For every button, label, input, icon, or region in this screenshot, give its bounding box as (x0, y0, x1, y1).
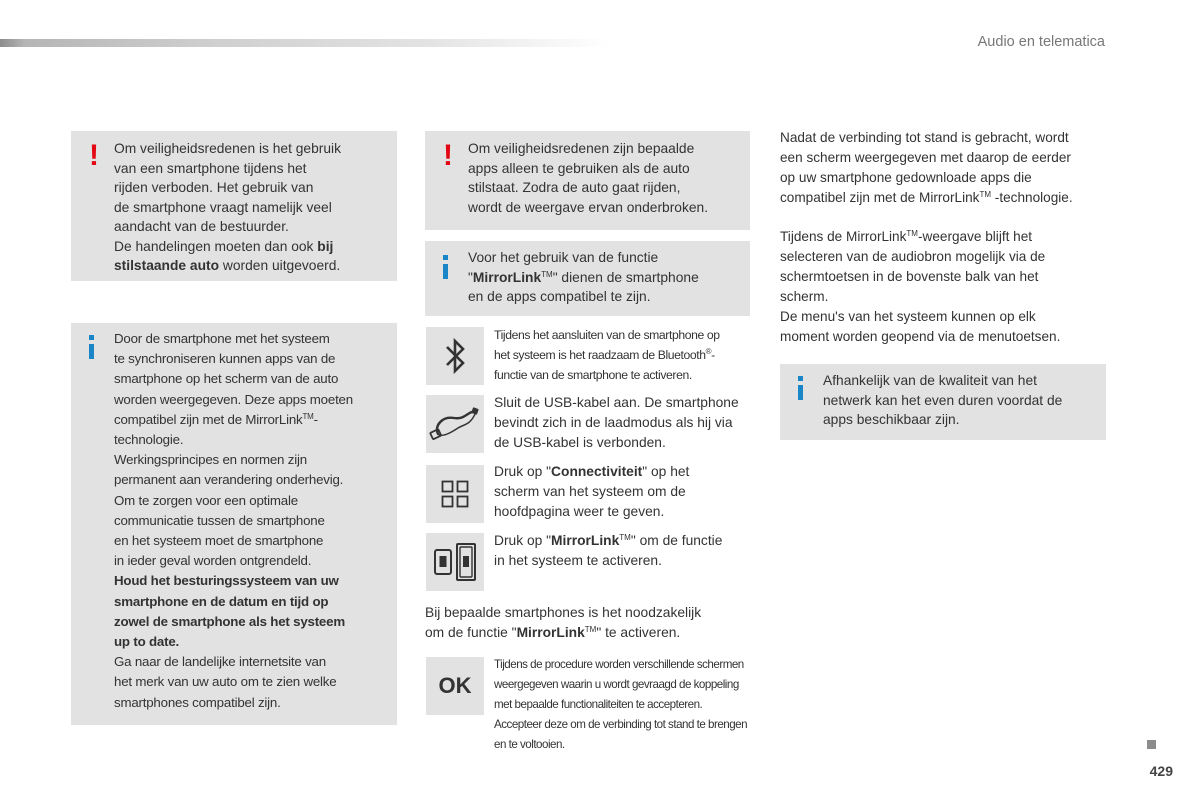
section-title: Audio en telematica (977, 34, 1105, 50)
info-box-network (780, 364, 1106, 440)
paragraph-display: Tijdens de MirrorLink™-weergave blijft het selecteren van de audiobron mogelijk via de schermtoetsen in de bovenste balk van het scherm. De menu's van het systeem kunnen op elk moment worden geopend via de menutoetsen. (780, 229, 1061, 344)
warning-text: Om veiligheidsredenen zijn bepaalde apps alleen te gebruiken als de auto stilstaat. Zodra de auto gaat rijden, wordt de weergave ervan onderbroken. (468, 141, 709, 215)
exclamation-icon: ! (89, 139, 99, 172)
warning-text: Om veiligheidsredenen is het gebruik van een smartphone tijdens het rijden verboden. Het gebruik van de smartphone vraagt namelijk veel aandacht van de bestuurder. De handelingen moeten dan ook bij stilstaande auto worden uitgevoerd. (114, 141, 342, 273)
header-gradient-bar (0, 39, 610, 47)
ok-icon: OK (426, 657, 484, 715)
info-text: Door de smartphone met het systeem te synchroniseren kunnen apps van de smartphone op het scherm van de auto worden weergegeven. Deze apps moeten compatibel zijn met de MirrorLink™- technologie. Werkingsprincipes en normen zijn permanent aan verandering onderhevig. Om te zorgen voor een optimale communicatie tussen de smartphone en het systeem moet de smartphone in ieder geval worden ontgrendeld. Houd het besturingssysteem van uw smartphone en de datum en tijd op zowel de smartphone als het systeem up to date. Ga naar de landelijke internetsite van het merk van uw auto om te zien welke smartphones compatibel zijn. (114, 331, 353, 710)
info-box-sync (71, 323, 397, 725)
mirrorlink-icon (426, 533, 484, 591)
warning-box-smartphone-use (71, 131, 397, 281)
warning-box-apps (425, 131, 750, 230)
step-usb-text: Sluit de USB-kabel aan. De smartphone bevindt zich in de laadmodus als hij via de USB-kabel is verbonden. (494, 395, 739, 450)
info-box-mirrorlink (425, 241, 750, 316)
exclamation-icon: ! (443, 139, 453, 172)
page-marker (1147, 740, 1156, 749)
info-text: Voor het gebruik van de functie "MirrorLink™" dienen de smartphone en de apps compatibel te zijn. (468, 250, 699, 304)
step-mirrorlink-text: Druk op "MirrorLink™" om de functie in het systeem te activeren. (494, 533, 723, 568)
bluetooth-icon (426, 327, 484, 385)
usb-cable-icon (426, 395, 484, 453)
step-bluetooth-text: Tijdens het aansluiten van de smartphone op het systeem is het raadzaam de Bluetooth®- functie van de smartphone te activeren. (494, 328, 720, 382)
paragraph-connection: Nadat de verbinding tot stand is gebracht, wordt een scherm weergegeven met daarop de eerder op uw smartphone gedownloade apps die compatibel zijn met de MirrorLink™ -technologie. (780, 130, 1073, 205)
step-ok-text: Tijdens de procedure worden verschillende schermen weergegeven waarin u wordt gevraagd de koppeling met bepaalde functionaliteiten te accepteren. Accepteer deze om de verbinding tot stand te brengen en te voltooien. (494, 658, 748, 751)
page-number: 429 (1149, 763, 1173, 779)
info-text: Afhankelijk van de kwaliteit van het netwerk kan het even duren voordat de apps beschikbaar zijn. (823, 373, 1063, 427)
mirrorlink-note: Bij bepaalde smartphones is het noodzakelijk om de functie "MirrorLink™" te activeren. (425, 605, 702, 640)
step-connectivity-text: Druk op "Connectiviteit" op het scherm van het systeem om de hoofdpagina weer te geven. (494, 464, 690, 519)
connectivity-grid-icon (426, 465, 484, 523)
